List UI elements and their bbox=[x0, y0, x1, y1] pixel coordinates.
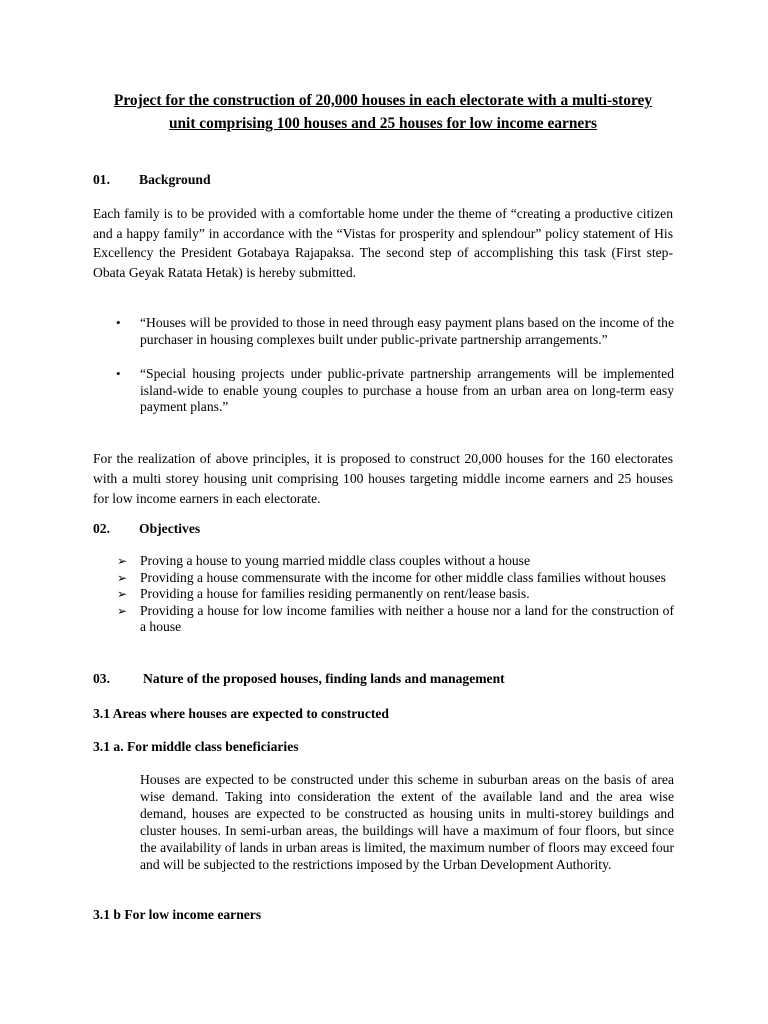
background-paragraph: Each family is to be provided with a comfortable home under the theme of “creating a productive citizen and a happy family” in accordance with the “Vistas for prosperity and splendour” policy statement of His Excellency the President Gotabaya Rajapaksa. The second step of accomplishing this task (First step-Obata Geyak Ratata Hetak) is hereby submitted. bbox=[93, 206, 673, 280]
bullet-icon: • bbox=[116, 315, 121, 330]
section-01-heading bbox=[93, 171, 211, 188]
list-item bbox=[117, 569, 674, 587]
list-item-text: “Special housing projects under public-private partnership arrangements will be implemented island-wide to enable young couples to purchase a house from an urban area on long-term easy payment plans.” bbox=[140, 366, 674, 414]
section-3-1b-heading: 3.1 b For low income earners bbox=[93, 907, 262, 922]
section-3-1a-heading: 3.1 a. For middle class beneficiaries bbox=[93, 739, 299, 754]
list-item-text: Providing a house for families residing permanently on rent/lease basis. bbox=[140, 586, 530, 601]
section-3-1-heading: 3.1 Areas where houses are expected to constructed bbox=[93, 706, 389, 721]
realization-paragraph: For the realization of above principles, it is proposed to construct 20,000 houses for the 160 electorates with a multi storey housing unit comprising 100 houses targeting middle income earners and 25 houses for low income earners in each electorate. bbox=[93, 451, 673, 506]
list-item-text: Providing a house commensurate with the income for other middle class families without houses bbox=[140, 569, 666, 585]
section-02-heading bbox=[93, 520, 200, 537]
list-item-text: “Houses will be provided to those in need through easy payment plans based on the income of the purchaser in housing complexes built under public-private partnership arrangements.” bbox=[140, 315, 674, 347]
arrow-bullet-icon: ➢ bbox=[117, 570, 128, 585]
arrow-bullet-icon: ➢ bbox=[117, 587, 128, 601]
background-bullet-list bbox=[116, 315, 674, 416]
section-number: 02. bbox=[93, 521, 110, 536]
section-title: Background bbox=[139, 172, 211, 187]
section-03-heading bbox=[93, 670, 505, 687]
list-item bbox=[117, 586, 674, 603]
list-item bbox=[116, 315, 674, 348]
arrow-bullet-icon: ➢ bbox=[117, 554, 128, 568]
arrow-bullet-icon: ➢ bbox=[117, 603, 128, 618]
list-item bbox=[117, 602, 674, 636]
list-item-text: Providing a house for low income families with neither a house nor a land for the construction of a house bbox=[140, 602, 674, 634]
list-item-text: Proving a house to young married middle class couples without a house bbox=[140, 553, 530, 568]
section-number: 01. bbox=[93, 172, 110, 187]
section-number: 03. bbox=[93, 671, 110, 686]
document-title: Project for the construction of 20,000 houses in each electorate with a multi-storey unit comprising 100 houses and 25 houses for low income earners bbox=[113, 92, 653, 132]
section-title: Nature of the proposed houses, finding lands and management bbox=[143, 671, 505, 686]
section-title: Objectives bbox=[139, 521, 201, 536]
list-item bbox=[116, 366, 674, 416]
bullet-icon: • bbox=[116, 366, 121, 381]
list-item bbox=[117, 553, 674, 570]
middle-class-paragraph: Houses are expected to be constructed under this scheme in suburban areas on the basis of area wise demand. Taking into consideration the extent of the available land and the area wise demand, houses are expected to be constructed as housing units in multi-storey buildings and cluster houses. In semi-urban areas, the buildings will have a maximum of four floors, but since the availability of lands in urban areas is limited, the maximum number of floors may exceed four and will be subjected to the restrictions imposed by the Urban Development Authority. bbox=[140, 772, 674, 872]
objectives-list bbox=[117, 553, 674, 636]
